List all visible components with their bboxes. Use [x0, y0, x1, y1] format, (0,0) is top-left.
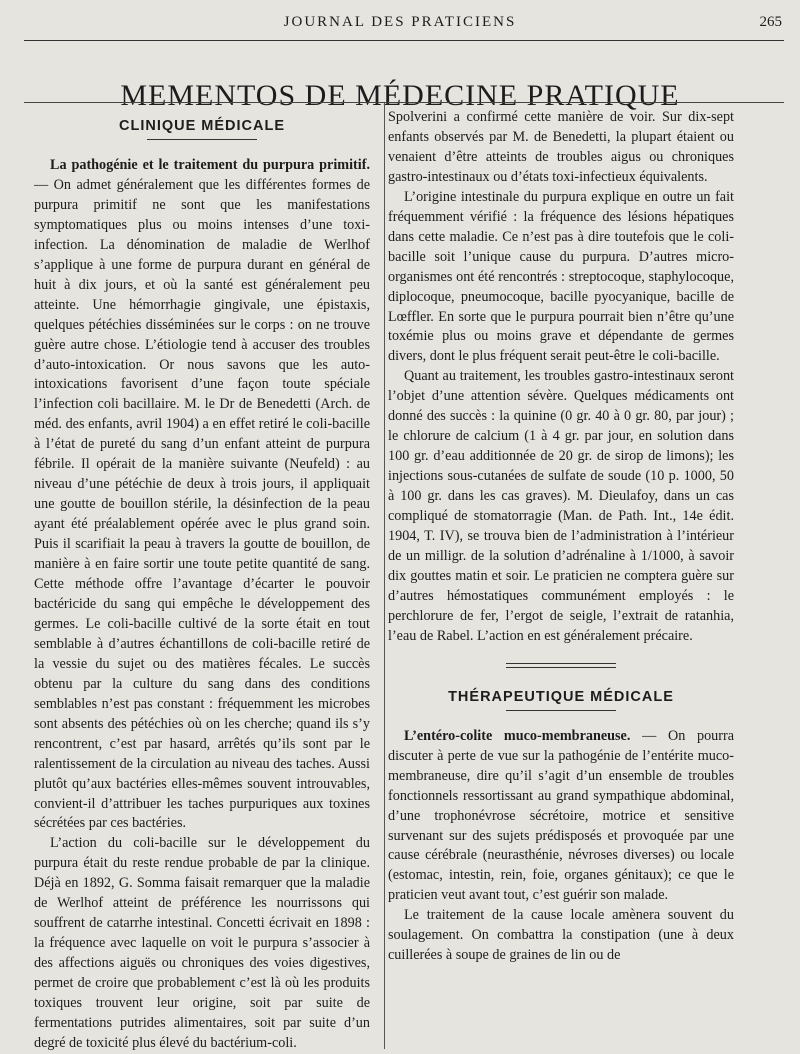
paragraph-text: — On pourra discuter à perte de vue sur la pathogénie de l’entérite muco-membraneuse, dire qu’il s’agit d’un ensemble de troubles fonctionnels ressortissant au grand sympathique abdominal, d’une trophonévrose sécrétoire, motrice et sensitive survenant sur des sujets prédisposés et provoquée par une cause cérébrale (neurasthénie, névroses diverses) ou locale (estomac, intestin, rein, foie, organes génitaux); ce que le praticien veut avant tout, c’est guérir son malade. [388, 727, 734, 904]
article-paragraph: L’origine intestinale du purpura explique en outre un fait fréquemment vérifié : la fréquence des lésions hépatiques dans cette maladie. Ce n’est pas à dire toutefois que le coli-bacille soit l’unique cause du purpura. D’autres micro-organismes ont été rencontrés : streptocoque, staphylocoque, diplocoque, pneumocoque, bacille pyocyanique, bacille de Lœffler. En sorte que le purpura pourrait bien n’être qu’une toxémie plus ou moins grave et dépendante de germes divers, dont le plus fréquent serait peut-être le coli-bacille. [388, 188, 734, 365]
running-header [0, 14, 800, 36]
article-paragraph: Quant au traitement, les troubles gastro-intestinaux seront l’objet d’une attention sévère. Quelques médicaments ont donné des succès : la quinine (0 gr. 40 à 0 gr. 80, par jour) ; le chlorure de calcium (1 à 4 gr. par jour, en solution dans 100 gr. d’eau additionnée de 20 gr. de sirop de limons); les injections sous-cutanées de sulfate de soude (10 p. 1000, 50 à 100 gr. dans les cas graves). M. Dieulafoy, dans un cas compliqué de stomatorragie (Man. de Path. Int., 14e édit. 1904, T. IV), se trouva bien de l’administration à l’intérieur de un milligr. de la solution d’adrénaline à 1/1000, à savoir dix gouttes matin et soir. Le praticien ne comptera guère sur d’autres hémostatiques communément employés : le perchlorure de fer, l’ergot de seigle, l’extrait de ratanhia, l’eau de Rabel. L’action en est généralement précaire. [388, 368, 734, 644]
article-lead: La pathogénie et le traitement du purpura primitif. [50, 157, 370, 173]
header-rule [24, 40, 784, 41]
article-lead: L’entéro-colite muco-membraneuse. [404, 727, 631, 744]
section-separator [506, 663, 616, 671]
page-title: MEMENTOS DE MÉDECINE PRATIQUE [120, 79, 680, 113]
journal-title: JOURNAL DES PRATICIENS [283, 14, 517, 30]
heading-underline [147, 139, 257, 140]
heading-underline [506, 710, 616, 711]
article-paragraph [388, 727, 734, 907]
right-column [388, 108, 734, 966]
article-purpura [34, 156, 370, 1054]
section-heading-clinique: CLINIQUE MÉDICALE [118, 118, 286, 134]
column-divider [384, 103, 385, 1049]
left-column [34, 108, 370, 1054]
title-rule [24, 102, 784, 103]
article-purpura-continued [388, 108, 734, 647]
article-paragraph: Spolverini a confirmé cette manière de voir. Sur dix-sept enfants observés par M. de Benedetti, la plupart étaient ou venaient d’être atteints de troubles aigus ou chroniques gastro-intestinaux ou d’états toxi-infectieux équivalents. [388, 109, 734, 185]
article-paragraph: Le traitement de la cause locale amènera souvent du soulagement. On combattra la constipation (une à deux cuillerées à soupe de graines de lin ou de [388, 907, 734, 964]
article-paragraph: L’action du coli-bacille sur le développement du purpura était du reste rendue probable de par la clinique. Déjà en 1892, G. Somma faisait remarquer que la maladie de Werlhof atteint de préférence les nourrissons qui souffrent de catarrhe intestinal. Concetti écrivait en 1898 : la fréquence avec laquelle on voit le purpura s’associer à des affections aiguës ou chroniques des voies digestives, permet de croire que probablement c’est là où les produits toxiques trouvent leur origine, soit par suite de fermentations putrides alimentaires, soit par suite d’un degré de toxicité plus élevé du bactérium-coli. [34, 835, 370, 1051]
section-heading-therapeutique: THÉRAPEUTIQUE MÉDICALE [448, 688, 674, 705]
article-entero-colite [388, 727, 734, 966]
article-paragraph [34, 156, 370, 834]
page-number: 265 [759, 14, 782, 30]
paragraph-text: — On admet généralement que les différentes formes de purpura primitif ne sont que les manifestations symptomatiques plus ou moins intenses d’une toxi-infection. La dénomination de maladie de Werlhof s’applique à une forme de purpura durant en général de huit à dix jours, et où la santé est généralement peu atteinte. Une hémorrhagie gingivale, une épistaxis, quelques pétéchies disséminées sur le corps : on ne trouve guère autre chose. L’étiologie tend à accuser des troubles d’auto-intoxication. Or nous savons que les auto-intoxications favorisent d’une façon toute spéciale l’infection coli bacillaire. M. le Dr de Benedetti (Arch. de méd. des enfants, avril 1904) a en effet retiré le coli-bacille à l’état de pureté du sang d’un enfant atteint de purpura fébrile. Il opérait de la manière suivante (Neufeld) : au niveau d’une pétéchie de deux à trois jours, il appliquait une goutte de bouillon stérile, la désinfection de la peau ayant été préalablement opérée avec le plus grand soin. Puis il scarifiait la peau à travers la goutte de bouillon, de manière à en faire sortir une toute petite quantité de sang. Cette méthode offre l’avantage d’écarter le pouvoir bactéricide du sang qui empêche le développement des germes. Le coli-bacille cultivé de la sorte était en tout semblable à d’autres échantillons de coli-bacille retiré de la vessie du sujet ou des matières fécales. Le succès obtenu par la culture du sang dans des conditions semblables n’est pas constant : fréquemment les microbes sont absents des pétéchies où on les cherche; quand ils s’y rencontrent, c’est par hasard, arrêtés qu’ils sont par le ralentissement de la circulation au niveau des taches. Aussi plutôt qu’aux bactéries elles-mêmes souvent introuvables, convient-il d’attribuer les taches purpuriques aux toxines sécrétées par ces bactéries. [34, 176, 370, 832]
